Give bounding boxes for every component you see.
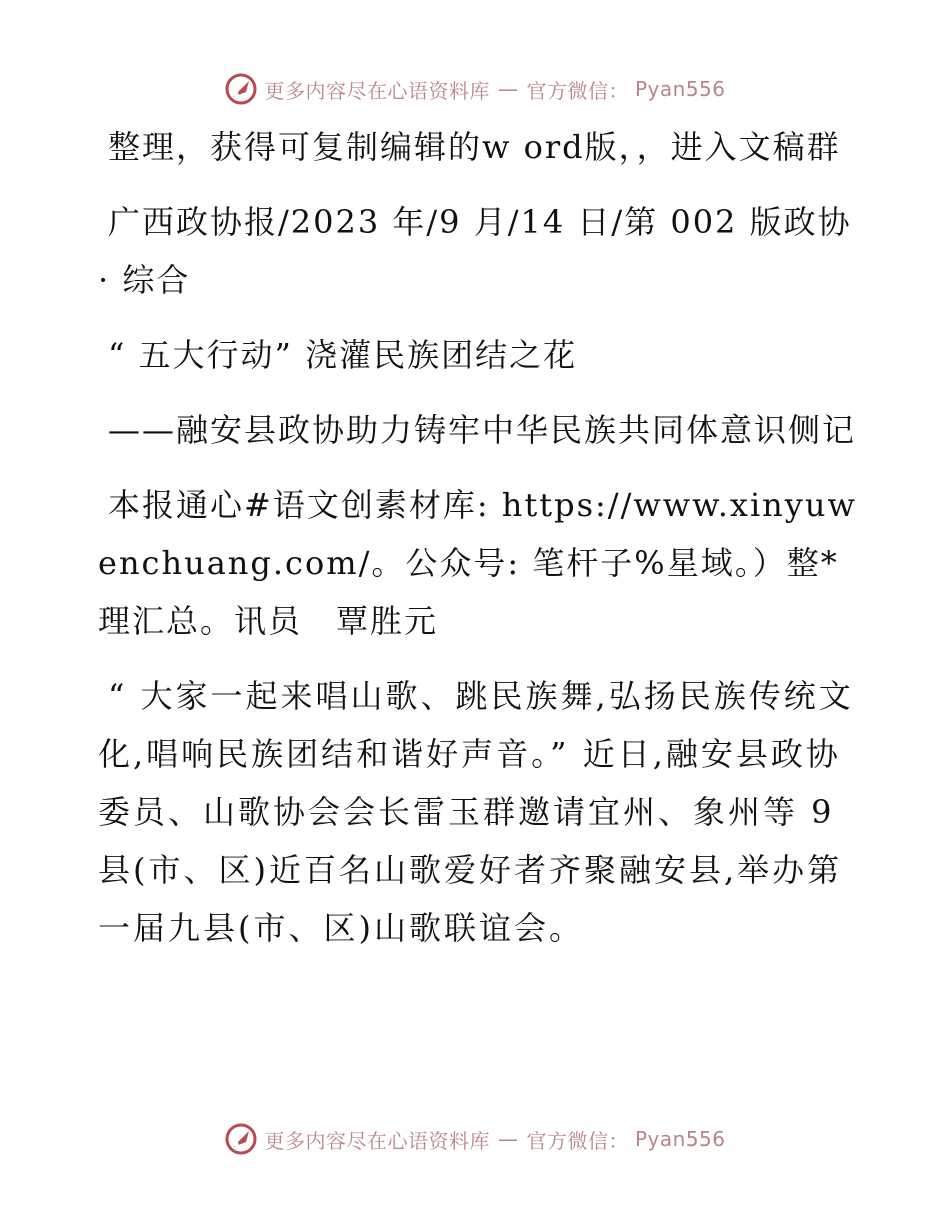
watermark-id: Pyan556 <box>634 77 726 101</box>
source-line: 广西政协报/2023 年/9 月/14 日/第 002 版政协 · 综合 <box>98 203 852 299</box>
article-title: “ 五大行动” 浇灌民族团结之花 <box>108 336 578 374</box>
quill-logo-icon <box>224 1122 258 1156</box>
body-paragraph: “ 大家一起来唱山歌、跳民族舞,弘扬民族传统文化,唱响民族团结和谐好声音。” 近日,融安县政协委员、山歌协会会长雷玉群邀请宜州、象州等 9 县(市、区)近百名山歌爱好者齐聚融安县,举办第一届九县(市、区)山歌联谊会。 <box>98 677 854 947</box>
watermark-label: 官方微信： <box>526 78 629 103</box>
footer-watermark <box>0 1122 950 1156</box>
intro-note: 整理，获得可复制编辑的w ord版，，进入文稿群 <box>108 128 841 166</box>
article-subtitle: ——融安县政协助力铸牢中华民族共同体意识侧记 <box>108 411 857 449</box>
watermark-separator: — <box>497 1127 519 1151</box>
watermark-separator: — <box>497 77 519 101</box>
quill-logo-icon <box>224 72 258 106</box>
byline: 本报通心#语文创素材库: https://www.xinyuwenchuang.com/。公众号: 笔杆子%星域。）整*理汇总。讯员 覃胜元 <box>98 486 857 640</box>
watermark-text: 更多内容尽在心语资料库 <box>264 78 490 103</box>
document-body <box>98 118 858 957</box>
watermark-id: Pyan556 <box>634 1127 726 1151</box>
watermark-label: 官方微信： <box>526 1128 629 1153</box>
watermark-text: 更多内容尽在心语资料库 <box>264 1128 490 1153</box>
header-watermark <box>0 72 950 106</box>
